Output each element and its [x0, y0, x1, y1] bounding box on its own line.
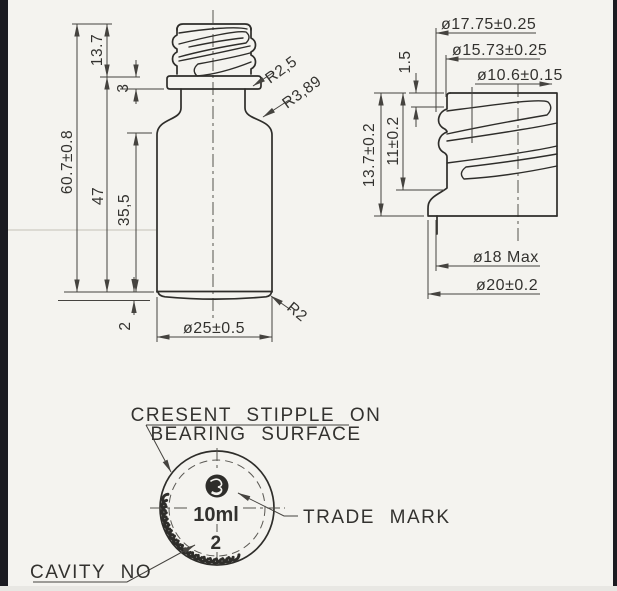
dim-thread-root-od: ø15.73±0.25 — [452, 42, 548, 59]
dim-body-diameter: ø25±0.5 — [182, 320, 246, 337]
cavity-number-text: 2 — [210, 533, 222, 554]
dim-overall-height: 60.7±0.8 — [59, 129, 76, 195]
dim-finish-height: 13.7 — [89, 33, 106, 67]
dim-body-height: 47 — [90, 186, 107, 206]
dim-thread-od: ø17.75±0.25 — [441, 16, 537, 33]
dim-neck-finish-height: 13.7±0.2 — [361, 122, 378, 188]
trademark-logo — [206, 475, 229, 498]
cavity-label: CAVITY NO — [30, 562, 153, 583]
front-view — [58, 10, 325, 342]
dim-base-depth: 2 — [117, 321, 134, 331]
capacity-text: 10ml — [193, 504, 239, 526]
trademark-leader — [238, 493, 298, 516]
stipple-note-line1: CRESENT STIPPLE ON — [130, 405, 382, 426]
dim-thread-length: 11±0.2 — [385, 116, 402, 166]
scan-edge-left — [0, 0, 8, 586]
bottom-view — [30, 405, 451, 583]
dim-collar-radius: R2,5 — [262, 53, 301, 88]
dim-collar-od: ø18 Max — [473, 249, 539, 266]
dim-bore: ø10.6±0.15 — [477, 67, 563, 84]
front-bottle-outline — [157, 24, 272, 299]
stipple-note-line2: BEARING SURFACE — [150, 424, 362, 445]
front-thread-lines — [179, 28, 251, 76]
dim-heel-radius: R2 — [283, 299, 311, 326]
front-dimensions — [58, 24, 325, 342]
dim-collar-height: 3 — [115, 83, 132, 93]
dim-flange-od: ø20±0.2 — [476, 277, 539, 294]
neck-thread-lines — [447, 101, 557, 179]
neck-detail-view — [361, 16, 563, 299]
dim-straight-side: 35,5 — [116, 193, 133, 227]
trademark-label: TRADE MARK — [303, 507, 451, 528]
dim-lip-height: 1.5 — [397, 50, 414, 74]
scan-edge-right — [613, 0, 617, 586]
dim-shoulder-radius: R3,89 — [279, 72, 325, 113]
